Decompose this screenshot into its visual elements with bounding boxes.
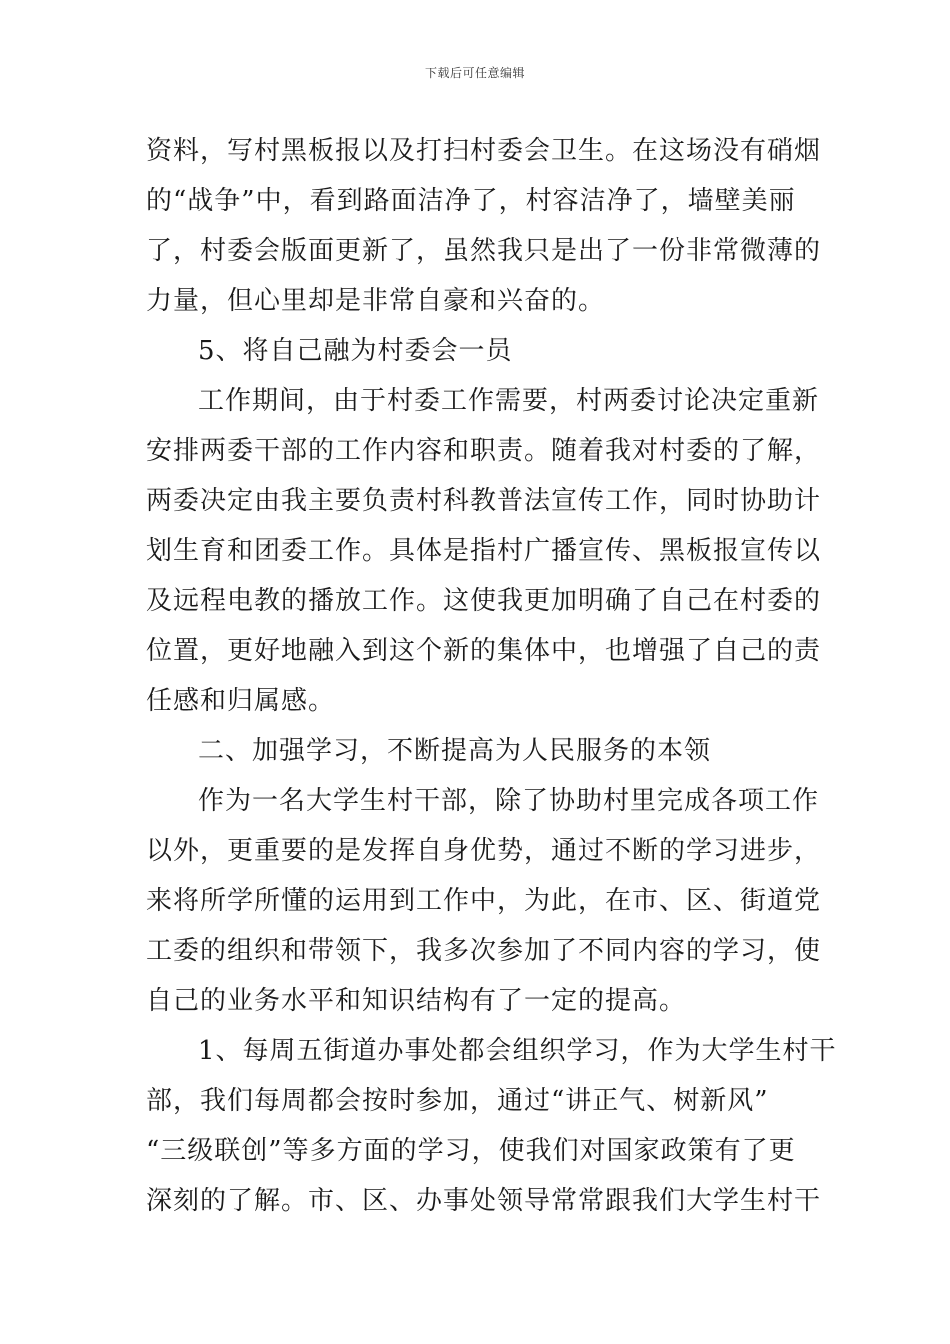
paragraph-start: 1、每周五街道办事处都会组织学习，作为大学生村干: [198, 1036, 837, 1066]
text-line: 安排两委干部的工作内容和职责。随着我对村委的了解，: [146, 436, 822, 466]
text-line: 以外，更重要的是发挥自身优势，通过不断的学习进步，: [146, 836, 822, 866]
text-line: 两委决定由我主要负责村科教普法宣传工作，同时协助计: [146, 486, 822, 516]
page-header-note: 下载后可任意编辑: [424, 66, 525, 80]
text-line: 工委的组织和带领下，我多次参加了不同内容的学习，使: [146, 936, 822, 966]
text-line: 了，村委会版面更新了，虽然我只是出了一份非常微薄的: [146, 236, 822, 266]
text-line: 及远程电教的播放工作。这使我更加明确了自己在村委的: [146, 586, 822, 616]
text-line: 任感和归属感。: [146, 686, 336, 716]
section-heading: 5、将自己融为村委会一员: [198, 336, 513, 366]
text-line: 位置，更好地融入到这个新的集体中，也增强了自己的责: [146, 636, 822, 666]
text-line: 划生育和团委工作。具体是指村广播宣传、黑板报宣传以: [146, 536, 822, 566]
paragraph-start: 作为一名大学生村干部，除了协助村里完成各项工作: [198, 786, 820, 816]
text-line: 部，我们每周都会按时参加，通过“讲正气、树新风”: [146, 1086, 769, 1116]
text-line: 深刻的了解。市、区、办事处领导常常跟我们大学生村干: [146, 1186, 822, 1216]
text-line: “三级联创”等多方面的学习，使我们对国家政策有了更: [146, 1136, 796, 1166]
text-line: 来将所学所懂的运用到工作中，为此，在市、区、街道党: [146, 886, 822, 916]
text-line: 力量，但心里却是非常自豪和兴奋的。: [146, 286, 606, 316]
text-line: 的“战争”中，看到路面洁净了，村容洁净了，墙壁美丽: [146, 186, 796, 216]
text-line: 自己的业务水平和知识结构有了一定的提高。: [146, 986, 687, 1016]
section-heading: 二、加强学习，不断提高为人民服务的本领: [198, 736, 712, 766]
document-body: [146, 126, 837, 1226]
paragraph-start: 工作期间，由于村委工作需要，村两委讨论决定重新: [198, 386, 820, 416]
text-line: 资料，写村黑板报以及打扫村委会卫生。在这场没有硝烟: [146, 136, 822, 166]
